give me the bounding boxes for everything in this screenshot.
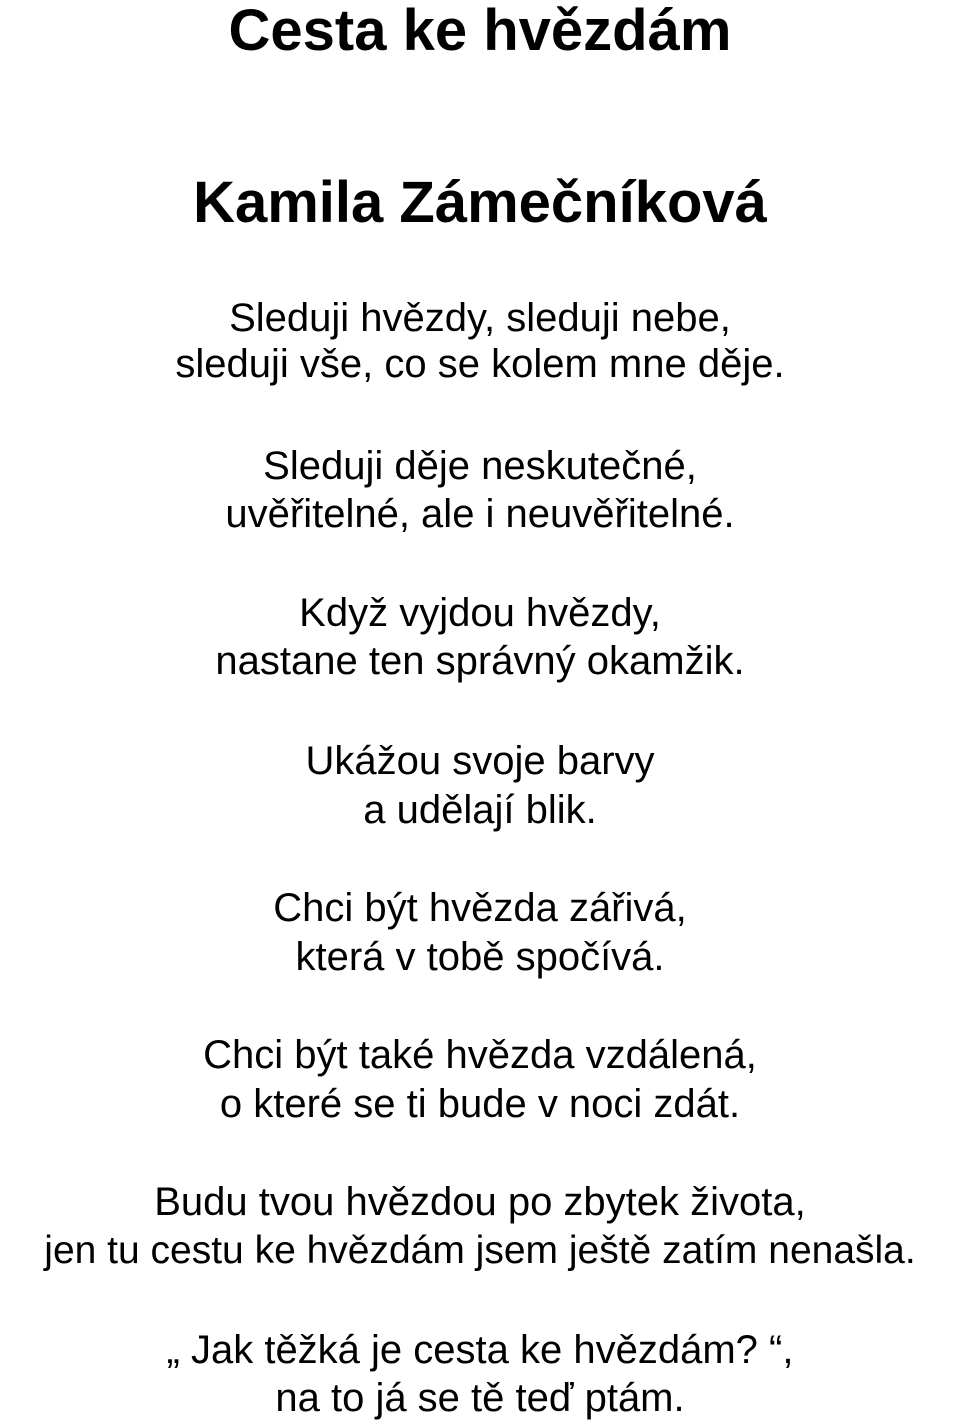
verse-line: Chci být také hvězda vzdálená, bbox=[203, 1033, 757, 1077]
verse-line: sleduji vše, co se kolem mne děje. bbox=[175, 342, 785, 386]
verse-line: o které se ti bude v noci zdát. bbox=[219, 1082, 741, 1126]
verse-line: nastane ten správný okamžik. bbox=[215, 639, 745, 683]
poem-author: Kamila Zámečníková bbox=[193, 170, 767, 235]
poem-title: Cesta ke hvězdám bbox=[228, 0, 732, 63]
verse-line: Budu tvou hvězdou po zbytek života, bbox=[154, 1180, 806, 1224]
verse-line: Ukážou svoje barvy bbox=[305, 739, 655, 783]
verse-line: a udělají blik. bbox=[363, 788, 597, 832]
verse-line: Když vyjdou hvězdy, bbox=[299, 591, 661, 635]
verse-line: která v tobě spočívá. bbox=[295, 935, 665, 979]
verse-line: jen tu cestu ke hvězdám jsem ještě zatím nenašla. bbox=[44, 1229, 916, 1272]
verse-line: na to já se tě teď ptám. bbox=[275, 1376, 685, 1420]
verse-line: Chci být hvězda zářivá, bbox=[273, 886, 687, 930]
verse-line: „ Jak těžká je cesta ke hvězdám? “, bbox=[166, 1328, 794, 1372]
verse-line: Sleduji hvězdy, sleduji nebe, bbox=[229, 296, 731, 340]
verse-line: uvěřitelné, ale i neuvěřitelné. bbox=[225, 492, 735, 536]
verse-line: Sleduji děje neskutečné, bbox=[263, 444, 697, 488]
